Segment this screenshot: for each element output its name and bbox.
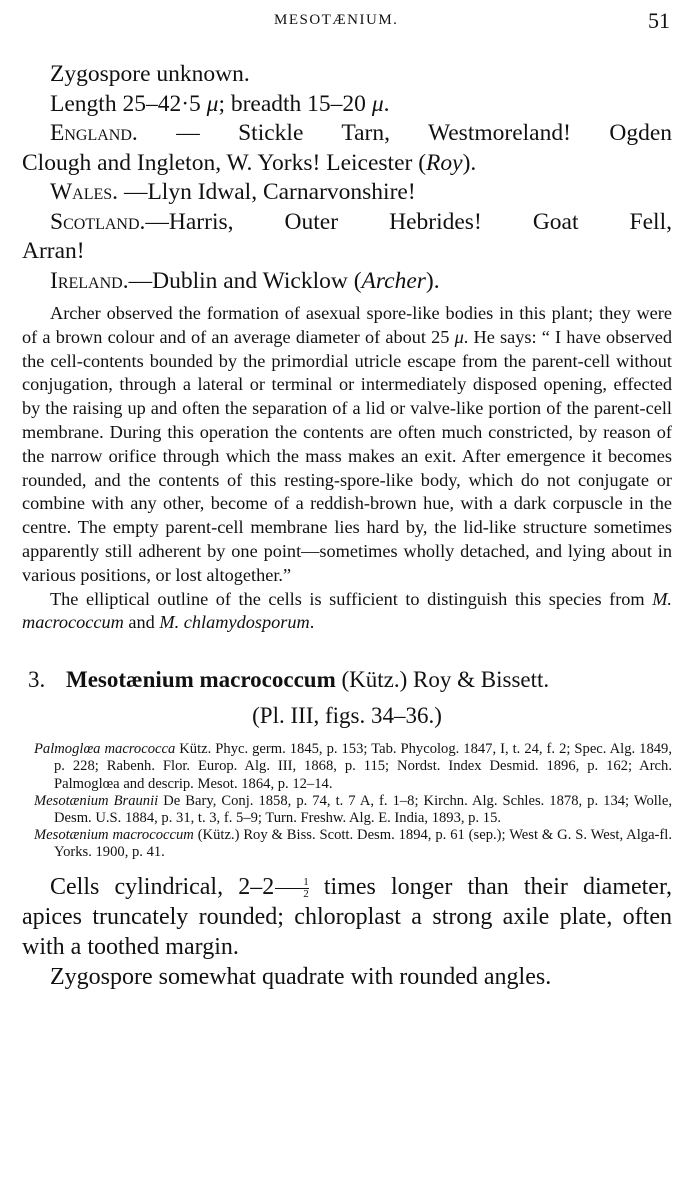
- england-record: England. — Stickle Tarn, Westmoreland! Ogden: [50, 120, 672, 146]
- dimensions-line: Length 25–42·5 μ; breadth 15–20 μ.: [50, 90, 390, 117]
- species-description: [22, 872, 672, 992]
- fraction-half: $\frac{1}{2}$: [275, 877, 309, 900]
- region-label: Wales.: [50, 179, 119, 205]
- scotland-record-cont: Arran!: [22, 238, 85, 264]
- cells-description: Cells cylindrical, 2–2 $\frac{1}{2}$ times longer than their diameter, apices truncately rounded; chloroplast a strong axile plate, often with a toothed margin.: [22, 873, 672, 960]
- distribution-section: [22, 60, 672, 296]
- region-label: England.: [50, 120, 138, 146]
- zygospore-description: Zygospore somewhat quadrate with rounded angles.: [50, 963, 552, 990]
- region-label: Ireland.: [50, 267, 129, 294]
- region-label: Scotland.: [50, 208, 146, 235]
- synonym-entry: Mesotænium macrococcum (Kütz.) Roy & Biss. Scott. Desm. 1894, p. 61 (sep.); West & G. S. West, Alga-fl. Yorks. 1900, p. 41.: [34, 827, 672, 861]
- page-header: [0, 8, 698, 42]
- page-number: 51: [648, 8, 670, 33]
- species-name: Mesotænium macrococcum: [66, 667, 336, 693]
- distinction-paragraph: The elliptical outline of the cells is sufficient to distinguish this species from M. macrococcum and M. chlamydosporum.: [22, 588, 672, 633]
- archer-paragraph: Archer observed the formation of asexual spore-like bodies in this plant; they were of a brown colour and of an average diameter of about 25 μ. He says: “ I have observed the cell-contents bounded by the primordial utricle escape from the parent-cell without conjugation, through a lateral or terminal or intermediately disposed opening, effected by the raising up and often the separation of a lid or valve-like portion of the parent-cell membrane. During this operation the contents are often much constricted, by reason of the narrow orifice through which the mass makes an exit. After emergence it becomes rounded, and the contents of this resting-spore-like body, which do not conjugate or combine with any other, become of a reddish-brown hue, with a dark corpuscle in the centre. The empty parent-cell membrane lies hard by, the lid-like structure sometimes apparently still adherent by one point—sometimes wholly detached, and lying about in various positions, or lost altogether.”: [22, 303, 672, 585]
- ireland-record: Ireland.—Dublin and Wicklow (Archer).: [50, 267, 440, 294]
- synonymy-list: [22, 741, 672, 861]
- scotland-record: Scotland.—Harris, Outer Hebrides! Goat Fell,: [50, 208, 672, 235]
- england-record-cont: Clough and Ingleton, W. Yorks! Leicester (Roy).: [22, 149, 477, 176]
- species-heading: [22, 665, 672, 695]
- synonym-entry: Mesotænium Braunii De Bary, Conj. 1858, p. 74, t. 7 A, f. 1–8; Kirchn. Alg. Schles. 1878, p. 134; Wolle, Desm. U.S. 1884, p. 31, t. 3, f. 5–9; Turn. Freshw. Alg. E. India, 1893, p. 15.: [34, 792, 672, 826]
- synonym-entry: Palmoglœa macrococca Kütz. Phyc. germ. 1845, p. 153; Tab. Phycolog. 1847, I, t. 24, f. 2; Spec. Alg. 1849, p. 228; Rabenh. Flor. Europ. Alg. III, 1868, p. 115; Nordst. Index Desmid. 1896, p. 162; Arch. Palmoglœa and descrip. Mesot. 1864, p. 12–14.: [34, 741, 672, 792]
- zygospore-line: Zygospore unknown.: [50, 61, 250, 87]
- species-number: 3.: [28, 667, 46, 693]
- discussion-section: [22, 302, 672, 635]
- running-title: MESOTÆNIUM.: [274, 12, 399, 28]
- species-authority: (Kütz.) Roy & Bissett.: [335, 667, 550, 693]
- wales-record: Wales. —Llyn Idwal, Carnarvonshire!: [50, 179, 416, 205]
- plate-reference: (Pl. III, figs. 34–36.): [252, 703, 442, 729]
- page-content: [22, 60, 672, 992]
